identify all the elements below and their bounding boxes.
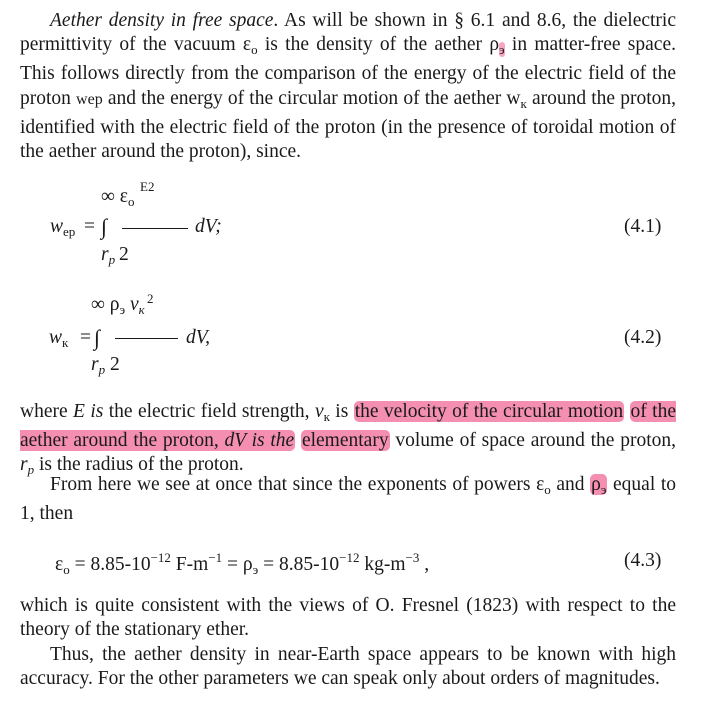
paragraph-from-here	[20, 473, 676, 526]
text: From here we see at once that since the exponents of powers	[50, 474, 537, 495]
epsilon-symbol: ε	[55, 554, 64, 575]
text: is the radius of the proton.	[34, 454, 244, 476]
v-superscript: 2	[147, 291, 154, 306]
text: volume of space around the proton,	[389, 430, 677, 452]
epsilon-symbol: ε	[119, 186, 128, 207]
v-subscript: к	[138, 302, 145, 317]
eq1-lower-limit	[101, 244, 115, 268]
v-subscript: к	[323, 409, 330, 424]
highlight-text: of the aether around the proton,	[20, 401, 677, 452]
exponent: −12	[150, 550, 171, 565]
paragraph-aether-density	[20, 9, 676, 164]
text: = ρ	[222, 554, 253, 575]
w-subscript: к	[62, 335, 69, 350]
equation-number-4-2: (4.2)	[624, 327, 662, 348]
epsilon-symbol: ε	[242, 34, 252, 56]
infinity-symbol: ∞	[101, 186, 115, 207]
r-subscript: p	[98, 362, 106, 377]
equals-sign: =	[84, 216, 95, 237]
text: = 8.85-10	[258, 554, 340, 575]
text: where	[20, 401, 74, 422]
eq2-lower-limit	[91, 354, 105, 378]
rho-subscript: э	[600, 482, 607, 497]
rho-subscript: э	[119, 302, 126, 317]
eq2-lhs	[49, 327, 68, 351]
rho-symbol: ρ	[489, 34, 500, 56]
text: is	[84, 401, 104, 422]
eq1-e2: E2	[140, 179, 155, 194]
r-symbol: r	[20, 454, 28, 476]
rho-subscript-highlight: э	[499, 42, 505, 58]
epsilon-subscript: o	[544, 482, 551, 497]
infinity-symbol: ∞	[91, 294, 105, 315]
r-symbol: r	[91, 354, 99, 375]
equation-number-4-1: (4.1)	[624, 216, 662, 237]
fraction-bar	[115, 338, 178, 339]
equation-number-4-3: (4.3)	[624, 550, 662, 571]
v-symbol: v	[314, 401, 324, 422]
text: around the proton, identified with the electric field of the proton (in the presence of toroidal motion of the aether around the proton), since.	[20, 87, 676, 163]
paragraph-where	[20, 400, 676, 483]
paragraph-conclusion: Thus, the aether density in near-Earth space appears to be known with high accuracy. For the other parameters we can speak only about orders of magnitudes.	[20, 644, 676, 690]
integral-sign: ∫	[101, 214, 108, 239]
e-symbol: E	[73, 401, 85, 422]
text: F-m	[170, 554, 209, 575]
exponent: −3	[405, 550, 420, 565]
fraction-bar	[122, 228, 188, 229]
r-subscript: p	[108, 252, 116, 267]
rho-symbol: ρ	[591, 474, 601, 495]
w-symbol: w	[49, 327, 63, 348]
eq3-expression	[55, 550, 429, 578]
highlight-dv: dV is the	[224, 430, 295, 452]
eq2-numerator	[91, 294, 145, 318]
r-symbol: r	[101, 244, 109, 265]
epsilon-subscript: o	[251, 42, 258, 58]
highlight-elementary: elementary	[301, 430, 389, 452]
highlight-rho	[590, 474, 607, 495]
text: and	[550, 474, 591, 495]
rho-subscript: э	[252, 562, 259, 577]
text: is the density of the aether	[257, 34, 490, 56]
text: equal to 1, then	[20, 474, 676, 525]
eq1-numerator	[101, 186, 134, 210]
eq1-dv: dV;	[195, 216, 222, 237]
wk-subscript: к	[520, 95, 527, 111]
v-symbol: v	[129, 294, 139, 315]
eq2-dv: dV,	[186, 327, 211, 348]
text: is	[329, 401, 354, 422]
text: in matter-free space. This follows directly from the comparison of the energy of the electric field of the proton	[20, 34, 676, 109]
equals-sign: =	[80, 327, 91, 348]
text: and the energy of the circular motion of the aether w	[102, 87, 521, 109]
highlight-velocity: the velocity of the circular motion	[354, 401, 624, 422]
eq1-lhs	[50, 216, 75, 240]
r-subscript: p	[27, 462, 35, 478]
rho-symbol: ρ	[109, 294, 120, 315]
eq1-denominator: 2	[119, 244, 129, 265]
text: = 8.85-10	[69, 554, 151, 575]
section-title: Aether density in free space	[50, 10, 274, 31]
eq2-denominator: 2	[110, 354, 120, 375]
text: ,	[419, 554, 430, 575]
text: . As will be shown in § 6.1 and 8.6, the dielectric permittivity of the vacuum	[20, 10, 676, 56]
w-subscript: ep	[63, 224, 76, 239]
wep-symbol: wep	[76, 90, 103, 108]
text: kg-m	[359, 554, 406, 575]
w-symbol: w	[50, 216, 64, 237]
exponent: −12	[339, 550, 360, 565]
integral-sign: ∫	[94, 325, 101, 350]
text: the electric field strength,	[103, 401, 315, 422]
paragraph-fresnel: which is quite consistent with the views of O. Fresnel (1823) with respect to the theory of the stationary ether.	[20, 595, 676, 641]
epsilon-subscript: o	[127, 194, 135, 209]
epsilon-symbol: ε	[536, 474, 545, 495]
exponent: −1	[208, 550, 223, 565]
epsilon-subscript: o	[63, 562, 70, 577]
